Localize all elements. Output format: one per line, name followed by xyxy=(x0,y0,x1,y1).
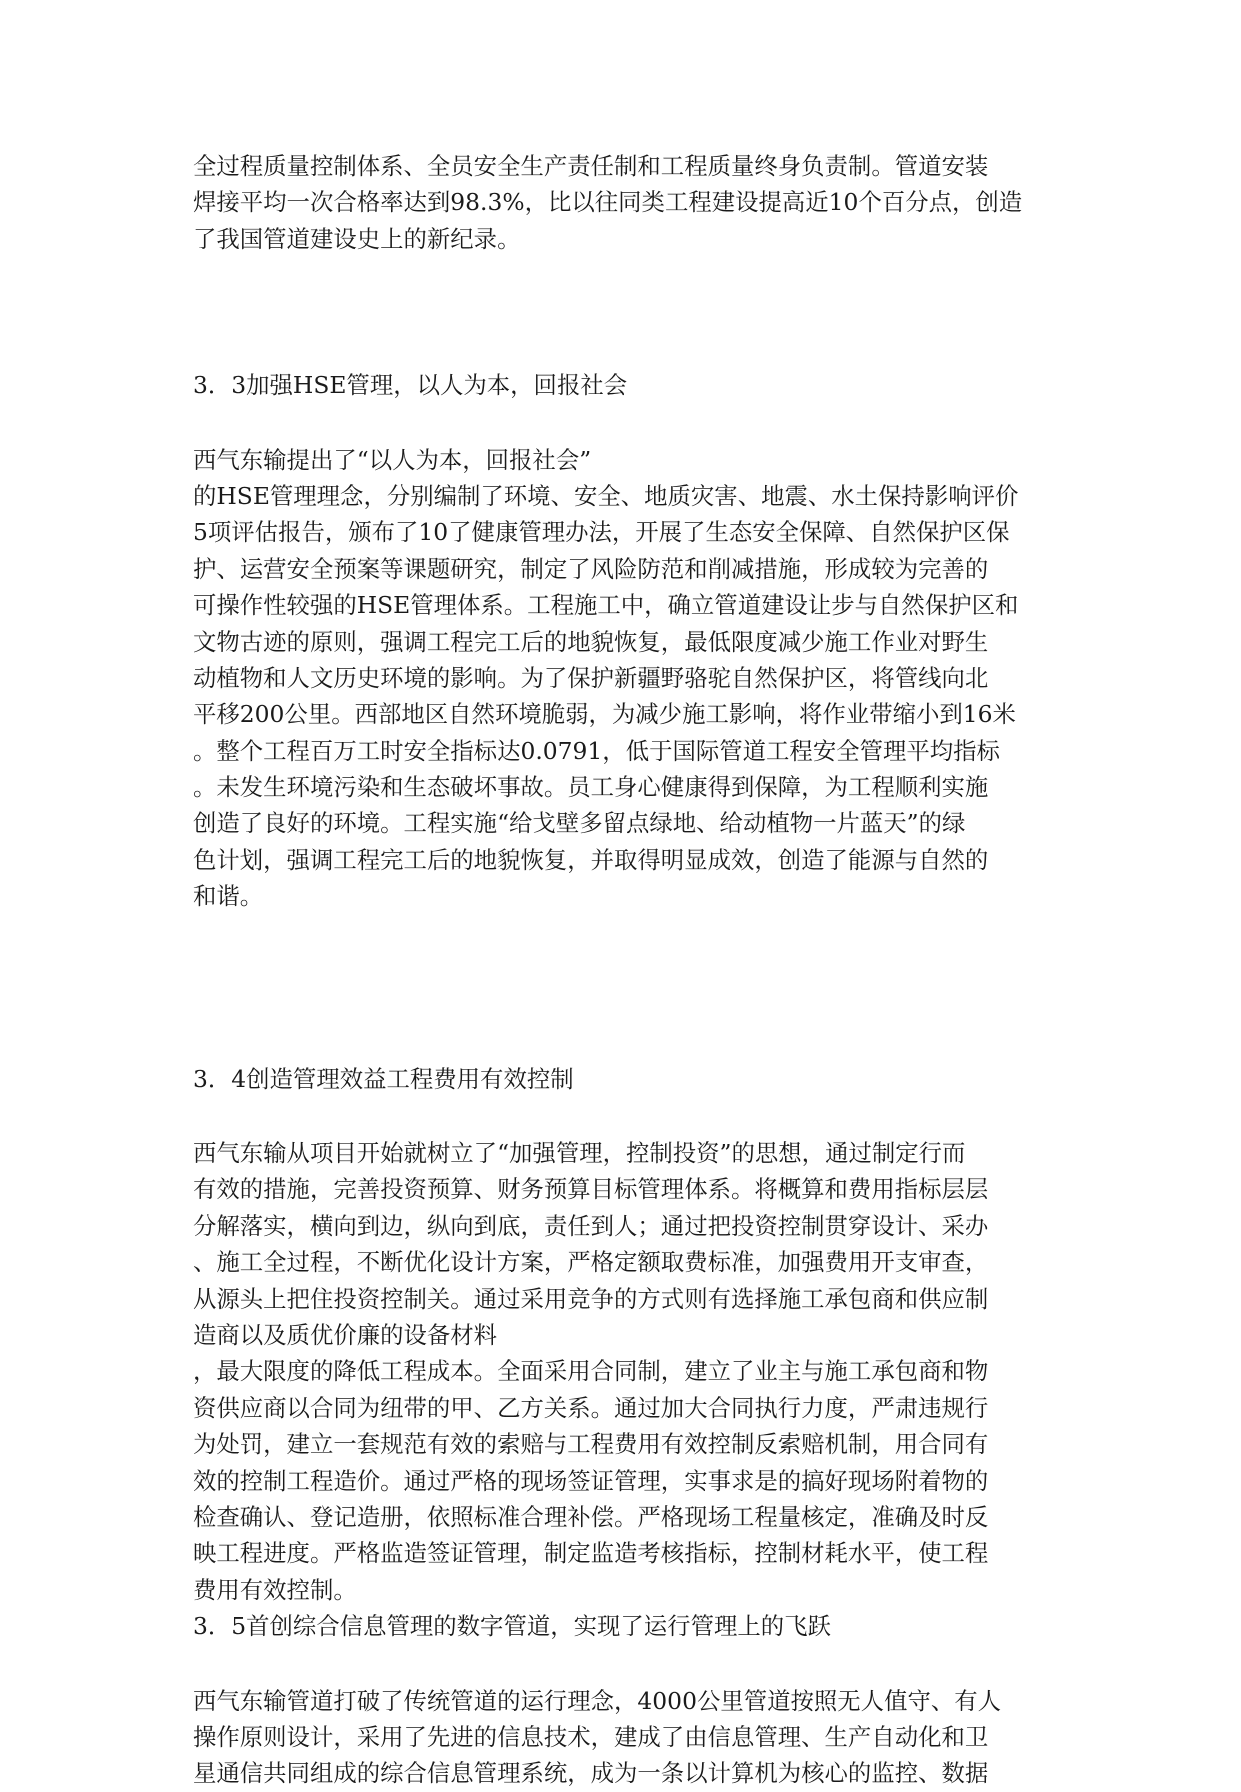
text-line: 映工程进度。严格监造签证管理，制定监造考核指标，控制材耗水平，使工程 xyxy=(193,1539,989,1568)
paragraph-quality-control xyxy=(193,148,1063,257)
spacer xyxy=(193,1097,1063,1135)
paragraph-hse-management xyxy=(193,442,1063,915)
text-line: 星通信共同组成的综合信息管理系统，成为一条以计算机为核心的监控、数据 xyxy=(193,1759,989,1788)
text-line: ，最大限度的降低工程成本。全面采用合同制，建立了业主与施工承包商和物 xyxy=(193,1357,989,1386)
section-heading-3-3: 3．3加强HSE管理，以人为本，回报社会 xyxy=(193,371,628,400)
text-line: 了我国管道建设史上的新纪录。 xyxy=(193,224,521,253)
spacer xyxy=(193,257,1063,367)
text-line: 。整个工程百万工时安全指标达0.0791，低于国际管道工程安全管理平均指标 xyxy=(193,736,1000,765)
section-heading-3-4: 3．4创造管理效益工程费用有效控制 xyxy=(193,1064,574,1093)
text-line: 。未发生环境污染和生态破坏事故。员工身心健康得到保障，为工程顺利实施 xyxy=(193,773,989,802)
text-line: 西气东输管道打破了传统管道的运行理念，4000公里管道按照无人值守、有人 xyxy=(193,1686,1002,1715)
text-line: 西气东输从项目开始就树立了“加强管理，控制投资”的思想，通过制定行而 xyxy=(193,1139,966,1168)
text-line: 动植物和人文历史环境的影响。为了保护新疆野骆驼自然保护区，将管线向北 xyxy=(193,663,989,692)
text-line: 西气东输提出了“以人为本，回报社会” xyxy=(193,445,592,474)
text-line: 创造了良好的环境。工程实施“给戈壁多留点绿地、给动植物一片蓝天”的绿 xyxy=(193,809,966,838)
text-line: 操作原则设计，采用了先进的信息技术，建成了由信息管理、生产自动化和卫 xyxy=(193,1722,989,1751)
text-line: 焊接平均一次合格率达到98.3%，比以往同类工程建设提高近10个百分点，创造 xyxy=(193,188,1023,217)
text-line: 和谐。 xyxy=(193,882,264,911)
section-heading-3-5: 3．5首创综合信息管理的数字管道，实现了运行管理上的飞跃 xyxy=(193,1612,831,1641)
text-line: 护、运营安全预案等课题研究，制定了风险防范和削减措施，形成较为完善的 xyxy=(193,554,989,583)
paragraph-cost-control xyxy=(193,1135,1063,1608)
text-line: 的HSE管理理念，分别编制了环境、安全、地质灾害、地震、水土保持影响评价 xyxy=(193,481,1019,510)
text-line: 色计划，强调工程完工后的地貌恢复，并取得明显成效，创造了能源与自然的 xyxy=(193,845,989,874)
text-line: 造商以及质优价廉的设备材料 xyxy=(193,1320,498,1349)
document-page xyxy=(193,148,1063,1792)
text-line: 有效的措施，完善投资预算、财务预算目标管理体系。将概算和费用指标层层 xyxy=(193,1175,989,1204)
spacer xyxy=(193,1645,1063,1683)
text-line: 检查确认、登记造册，依照标准合理补偿。严格现场工程量核定，准确及时反 xyxy=(193,1502,989,1531)
text-line: 5项评估报告，颁布了10了健康管理办法，开展了生态安全保障、自然保护区保 xyxy=(193,518,1010,547)
text-line: 效的控制工程造价。通过严格的现场签证管理，实事求是的搞好现场附着物的 xyxy=(193,1466,989,1495)
text-line: 全过程质量控制体系、全员安全生产责任制和工程质量终身负责制。管道安装 xyxy=(193,152,989,180)
text-line: 资供应商以合同为纽带的甲、乙方关系。通过加大合同执行力度，严肃违规行 xyxy=(193,1393,989,1422)
text-line: 文物古迹的原则，强调工程完工后的地貌恢复，最低限度减少施工作业对野生 xyxy=(193,627,989,656)
spacer xyxy=(193,915,1063,1061)
text-line: 从源头上把住投资控制关。通过采用竞争的方式则有选择施工承包商和供应制 xyxy=(193,1284,989,1313)
text-line: 可操作性较强的HSE管理体系。工程施工中，确立管道建设让步与自然保护区和 xyxy=(193,591,1019,620)
text-line: 费用有效控制。 xyxy=(193,1575,357,1604)
text-line: 平移200公里。西部地区自然环境脆弱，为减少施工影响，将作业带缩小到16米 xyxy=(193,700,1016,729)
text-line: 、施工全过程，不断优化设计方案，严格定额取费标准，加强费用开支审查， xyxy=(193,1248,989,1277)
paragraph-digital-pipeline xyxy=(193,1683,1063,1792)
spacer xyxy=(193,404,1063,442)
text-line: 为处罚，建立一套规范有效的索赔与工程费用有效控制反索赔机制，用合同有 xyxy=(193,1430,989,1459)
text-line: 分解落实，横向到边，纵向到底，责任到人；通过把投资控制贯穿设计、采办 xyxy=(193,1211,989,1240)
